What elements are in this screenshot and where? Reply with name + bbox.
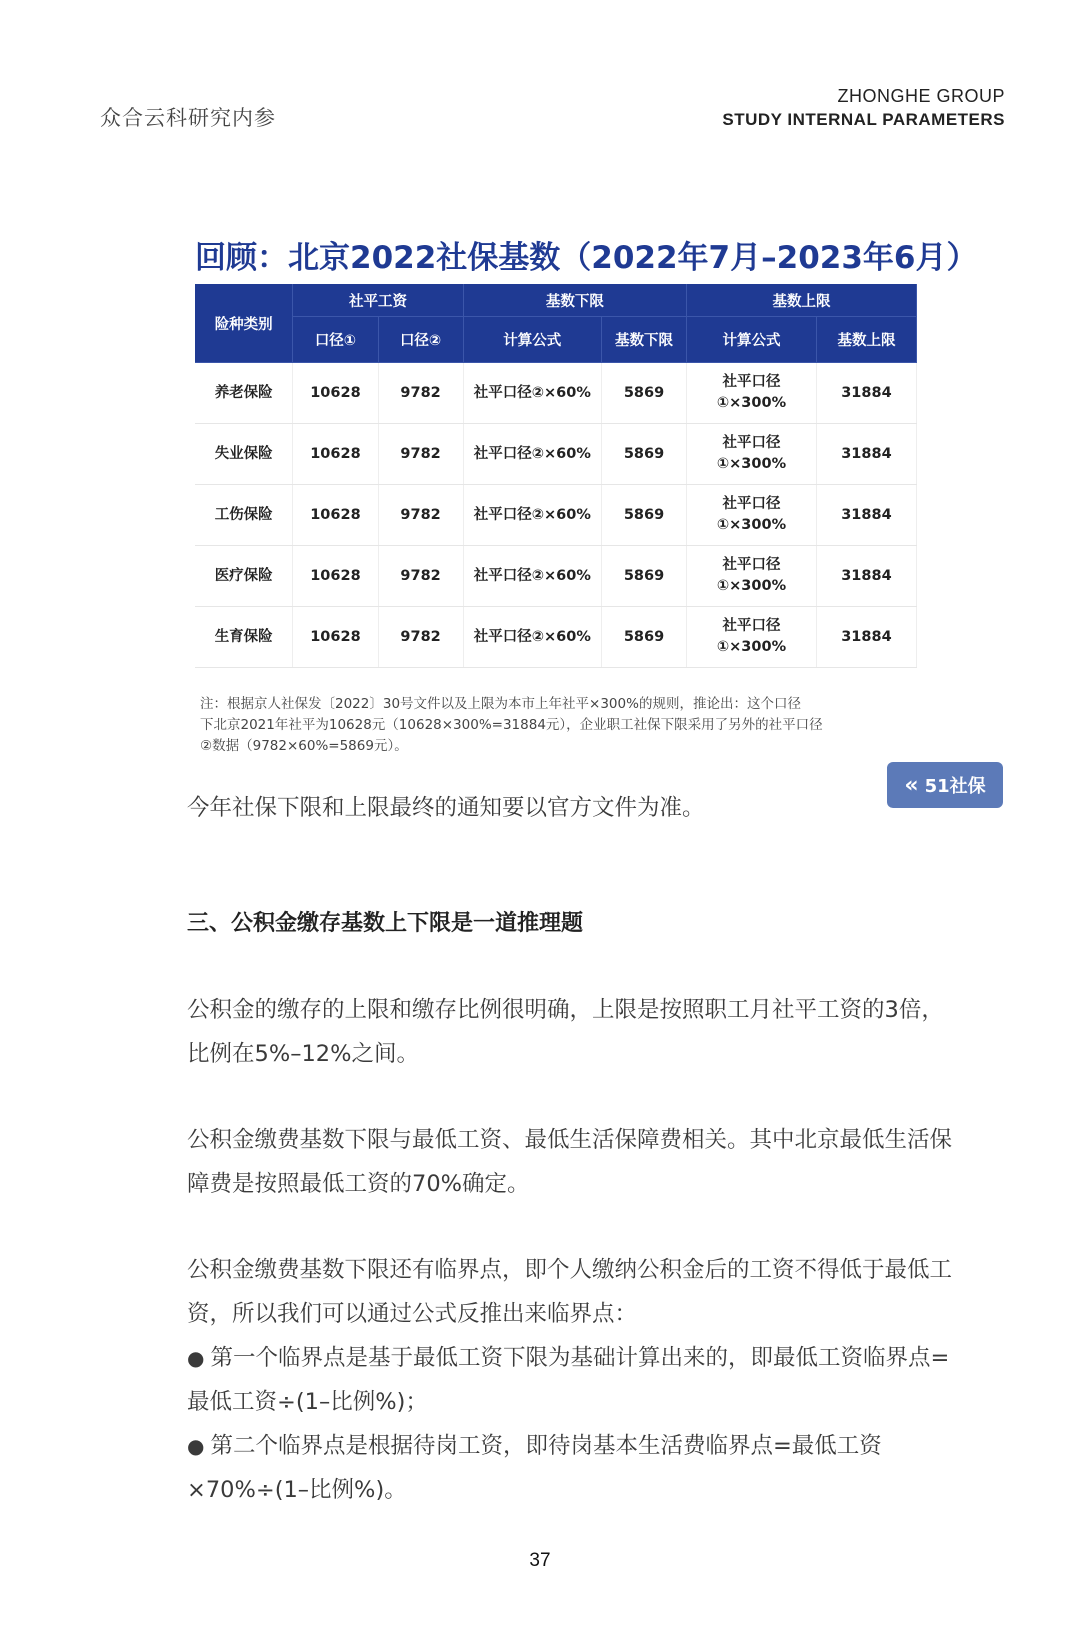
row-upper-formula	[687, 363, 817, 424]
row-wage-2: 9782	[378, 424, 463, 485]
header-upper-limit: 基数上限	[687, 284, 917, 317]
row-wage-1: 10628	[293, 485, 378, 546]
row-upper-formula	[687, 485, 817, 546]
bullet-dot-icon: ●	[187, 1434, 205, 1458]
social-security-figure	[105, 232, 1005, 807]
figure-note	[200, 694, 900, 757]
row-category: 生育保险	[195, 607, 293, 668]
row-wage-2: 9782	[378, 546, 463, 607]
report-series-title: 众合云科研究内参	[100, 106, 276, 130]
paragraph-official-notice: 今年社保下限和上限最终的通知要以官方文件为准。	[187, 795, 705, 821]
upper-formula-line2: ①×300%	[716, 578, 787, 594]
paragraph-critical-points	[187, 1248, 992, 1512]
subheader-caliber-1: 口径①	[293, 317, 378, 363]
paragraph-upper-limit	[187, 988, 992, 1076]
row-upper-formula	[687, 424, 817, 485]
bullet-item-2	[187, 1424, 992, 1468]
paragraph-lower-limit	[187, 1118, 992, 1206]
paragraph-line: 公积金缴费基数下限还有临界点，即个人缴纳公积金后的工资不得低于最低工	[187, 1257, 953, 1283]
row-upper-formula	[687, 607, 817, 668]
note-line-1: 注：根据京人社保发〔2022〕30号文件以及上限为本市上年社平×300%的规则，推论出：这个口径	[200, 696, 801, 712]
row-upper-formula	[687, 546, 817, 607]
upper-formula-line1: 社平口径	[722, 618, 781, 634]
upper-formula-line1: 社平口径	[722, 496, 781, 512]
row-lower-formula: 社平口径②×60%	[463, 546, 601, 607]
subheader-upper-formula: 计算公式	[687, 317, 817, 363]
bullet-item-1	[187, 1336, 992, 1380]
paragraph-line: 资，所以我们可以通过公式反推出来临界点：	[187, 1301, 638, 1327]
row-upper-base: 31884	[816, 607, 916, 668]
row-lower-base: 5869	[601, 363, 686, 424]
row-wage-1: 10628	[293, 546, 378, 607]
subheader-lower-formula: 计算公式	[463, 317, 601, 363]
note-line-3: ②数据（9782×60%=5869元）。	[200, 738, 408, 754]
row-lower-formula: 社平口径②×60%	[463, 363, 601, 424]
row-wage-1: 10628	[293, 424, 378, 485]
row-lower-formula: 社平口径②×60%	[463, 485, 601, 546]
bullet-dot-icon: ●	[187, 1346, 205, 1370]
header-category: 险种类别	[195, 284, 293, 363]
table-row	[195, 424, 917, 485]
row-upper-base: 31884	[816, 485, 916, 546]
upper-formula-line1: 社平口径	[722, 374, 781, 390]
table-row	[195, 485, 917, 546]
row-wage-2: 9782	[378, 485, 463, 546]
section-heading: 三、公积金缴存基数上下限是一道推理题	[187, 911, 584, 936]
bullet-text: 第二个临界点是根据待岗工资，即待岗基本生活费临界点=最低工资	[210, 1433, 882, 1459]
paragraph-line: 公积金的缴存的上限和缴存比例很明确，上限是按照职工月社平工资的3倍，	[187, 997, 944, 1023]
row-wage-1: 10628	[293, 363, 378, 424]
row-lower-base: 5869	[601, 424, 686, 485]
figure-title: 回顾：北京2022社保基数（2022年7月–2023年6月）	[195, 240, 978, 276]
paragraph-line: ×70%÷(1–比例%)。	[187, 1477, 407, 1503]
social-security-base-table	[195, 284, 917, 668]
row-lower-formula: 社平口径②×60%	[463, 607, 601, 668]
table-row	[195, 363, 917, 424]
row-wage-2: 9782	[378, 607, 463, 668]
row-category: 医疗保险	[195, 546, 293, 607]
header-lower-limit: 基数下限	[463, 284, 686, 317]
paragraph-line: 比例在5%–12%之间。	[187, 1041, 419, 1067]
row-upper-base: 31884	[816, 546, 916, 607]
row-lower-base: 5869	[601, 546, 686, 607]
paragraph-line: 最低工资÷(1–比例%)；	[187, 1389, 428, 1415]
upper-formula-line2: ①×300%	[716, 456, 787, 472]
bullet-text: 第一个临界点是基于最低工资下限为基础计算出来的，即最低工资临界点=	[210, 1345, 950, 1371]
upper-formula-line1: 社平口径	[722, 435, 781, 451]
row-lower-base: 5869	[601, 485, 686, 546]
header-brand	[722, 86, 1005, 130]
upper-formula-line2: ①×300%	[716, 395, 787, 411]
subheader-upper-base: 基数上限	[816, 317, 916, 363]
logo-mark-icon: «	[904, 772, 919, 798]
row-wage-2: 9782	[378, 363, 463, 424]
upper-formula-line2: ①×300%	[716, 517, 787, 533]
logo-text: 51社保	[924, 776, 986, 797]
row-lower-base: 5869	[601, 607, 686, 668]
upper-formula-line2: ①×300%	[716, 639, 787, 655]
subheader-lower-base: 基数下限	[601, 317, 686, 363]
row-upper-base: 31884	[816, 363, 916, 424]
row-category: 养老保险	[195, 363, 293, 424]
upper-formula-line1: 社平口径	[722, 557, 781, 573]
row-category: 失业保险	[195, 424, 293, 485]
brand-line-2: STUDY INTERNAL PARAMETERS	[722, 110, 1005, 129]
row-category: 工伤保险	[195, 485, 293, 546]
header-avg-wage: 社平工资	[293, 284, 463, 317]
paragraph-line: 公积金缴费基数下限与最低工资、最低生活保障费相关。其中北京最低生活保	[187, 1127, 953, 1153]
subheader-caliber-2: 口径②	[378, 317, 463, 363]
paragraph-line: 障费是按照最低工资的70%确定。	[187, 1171, 530, 1197]
row-lower-formula: 社平口径②×60%	[463, 424, 601, 485]
row-wage-1: 10628	[293, 607, 378, 668]
page-number: 37	[529, 1550, 551, 1571]
note-line-2: 下北京2021年社平为10628元（10628×300%=31884元），企业职工社保下限采用了另外的社平口径	[200, 717, 823, 733]
brand-line-1: ZHONGHE GROUP	[837, 86, 1005, 106]
table-row	[195, 546, 917, 607]
table-row	[195, 607, 917, 668]
row-upper-base: 31884	[816, 424, 916, 485]
